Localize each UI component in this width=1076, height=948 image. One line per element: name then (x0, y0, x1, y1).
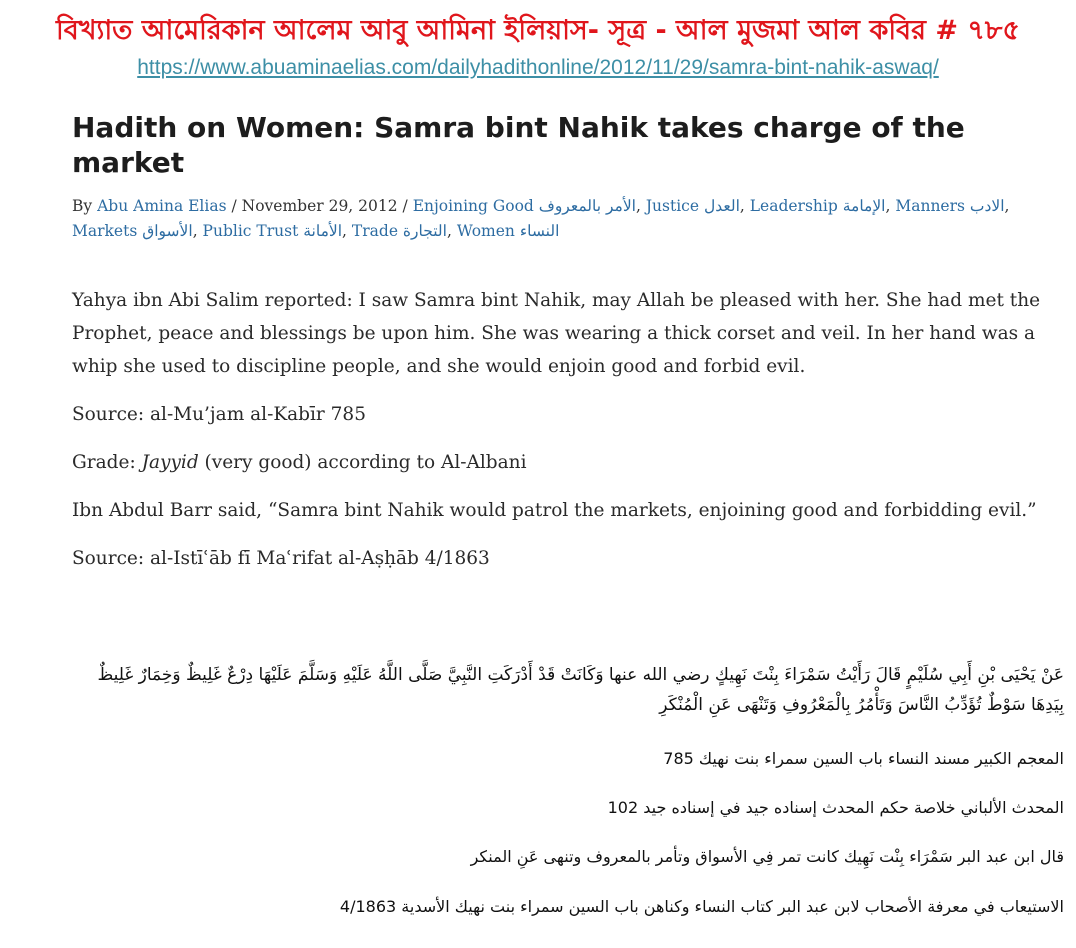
arabic-source-1: المعجم الكبير مسند النساء باب السين سمراء بنت نهيك 785 (663, 749, 1064, 768)
arabic-source-2: الاستيعاب في معرفة الأصحاب لابن عبد البر كتاب النساء وكناهن باب السين سمراء بنت نهيك الأسدية 4/1863 (339, 897, 1064, 916)
category-comma: , (1004, 197, 1010, 215)
category-comma: , (635, 197, 646, 215)
ibn-abdul-barr-quote: Ibn Abdul Barr said, “Samra bint Nahik would patrol the markets, enjoining good and forbidding evil.” (72, 500, 1037, 521)
category-comma: , (446, 222, 457, 240)
category-comma: , (192, 222, 203, 240)
source-line: Source: al-Mu’jam al-Kabīr 785 (72, 404, 366, 425)
arabic-grade: المحدث الألباني خلاصة حكم المحدث إسناده جيد في إسناده جيد 102 (607, 798, 1064, 817)
grade-suffix: (very good) according to Al-Albani (198, 452, 527, 473)
grade-line (72, 446, 1042, 479)
article-title: Hadith on Women: Samra bint Nahik takes charge of the market (72, 111, 965, 179)
source-line-2: Source: al-Istīʿāb fī Maʿrifat al-Aṣḥāb 4/1863 (72, 548, 490, 569)
category-link-women[interactable]: Women النساء (456, 222, 560, 240)
grade-term: Jayyid (141, 452, 199, 473)
category-link-justice[interactable]: Justice العدل (645, 197, 740, 215)
category-comma: , (885, 197, 896, 215)
arabic-quote: قال ابن عبد البر سَمْرَاء بِنْت نَهِيك كانت تمر فِي الأسواق وتأمر بالمعروف وتنهى عَنِ المنكر (470, 847, 1064, 866)
by-label: By (72, 197, 93, 215)
meta-separator: / (226, 197, 242, 215)
hadith-paragraph: Yahya ibn Abi Salim reported: I saw Samra bint Nahik, may Allah be pleased with her. She had met the Prophet, peace and blessings be upon him. She was wearing a thick corset and veil. In her hand was a whip she used to discipline people, and she would enjoin good and forbid evil. (72, 290, 1041, 377)
author-link[interactable]: Abu Amina Elias (97, 197, 227, 215)
bengali-banner: বিখ্যাত আমেরিকান আলেম আবু আমিনা ইলিয়াস- সূত্র - আল মুজমা আল কবির # ৭৮৫ (56, 15, 1020, 46)
source-url-link[interactable]: https://www.abuaminaelias.com/dailyhadithonline/2012/11/29/samra-bint-nahik-aswaq/ (137, 56, 939, 79)
category-link-trade[interactable]: Trade التجارة (351, 222, 447, 240)
post-date: November 29, 2012 (241, 197, 398, 215)
arabic-matn: عَنْ يَحْيَى بْنِ أَبِي سُلَيْمٍ قَالَ رَأَيْتُ سَمْرَاءَ بِنْتَ نَهِيكٍ رضي الله عنها وَكَانَتْ قَدْ أَدْرَكَتِ النَّبِيَّ صَلَّى اللَّهُ عَلَيْهِ وَسَلَّمَ عَلَيْهَا دِرْعٌ غَلِيظٌ وَخِمَارٌ غَلِيظٌ بِيَدِهَا سَوْطٌ تُؤَدِّبُ النَّاسَ وَتَأْمُرُ بِالْمَعْرُوفِ وَتَنْهَى عَنِ الْمُنْكَرِ (97, 665, 1064, 715)
category-comma: , (739, 197, 750, 215)
category-link-enjoining-good[interactable]: Enjoining Good الأمر بالمعروف (412, 197, 636, 215)
category-link-manners[interactable]: Manners الادب (895, 197, 1005, 215)
category-link-leadership[interactable]: Leadership الإمامة (749, 197, 886, 215)
category-comma: , (342, 222, 352, 240)
meta-separator: / (397, 197, 413, 215)
article-meta (72, 194, 1042, 244)
article-body (72, 284, 1042, 575)
grade-prefix: Grade: (72, 452, 142, 473)
article (72, 110, 1042, 590)
category-link-public-trust[interactable]: Public Trust الأمانة (202, 222, 343, 240)
category-link-markets[interactable]: Markets الأسواق (72, 222, 193, 240)
